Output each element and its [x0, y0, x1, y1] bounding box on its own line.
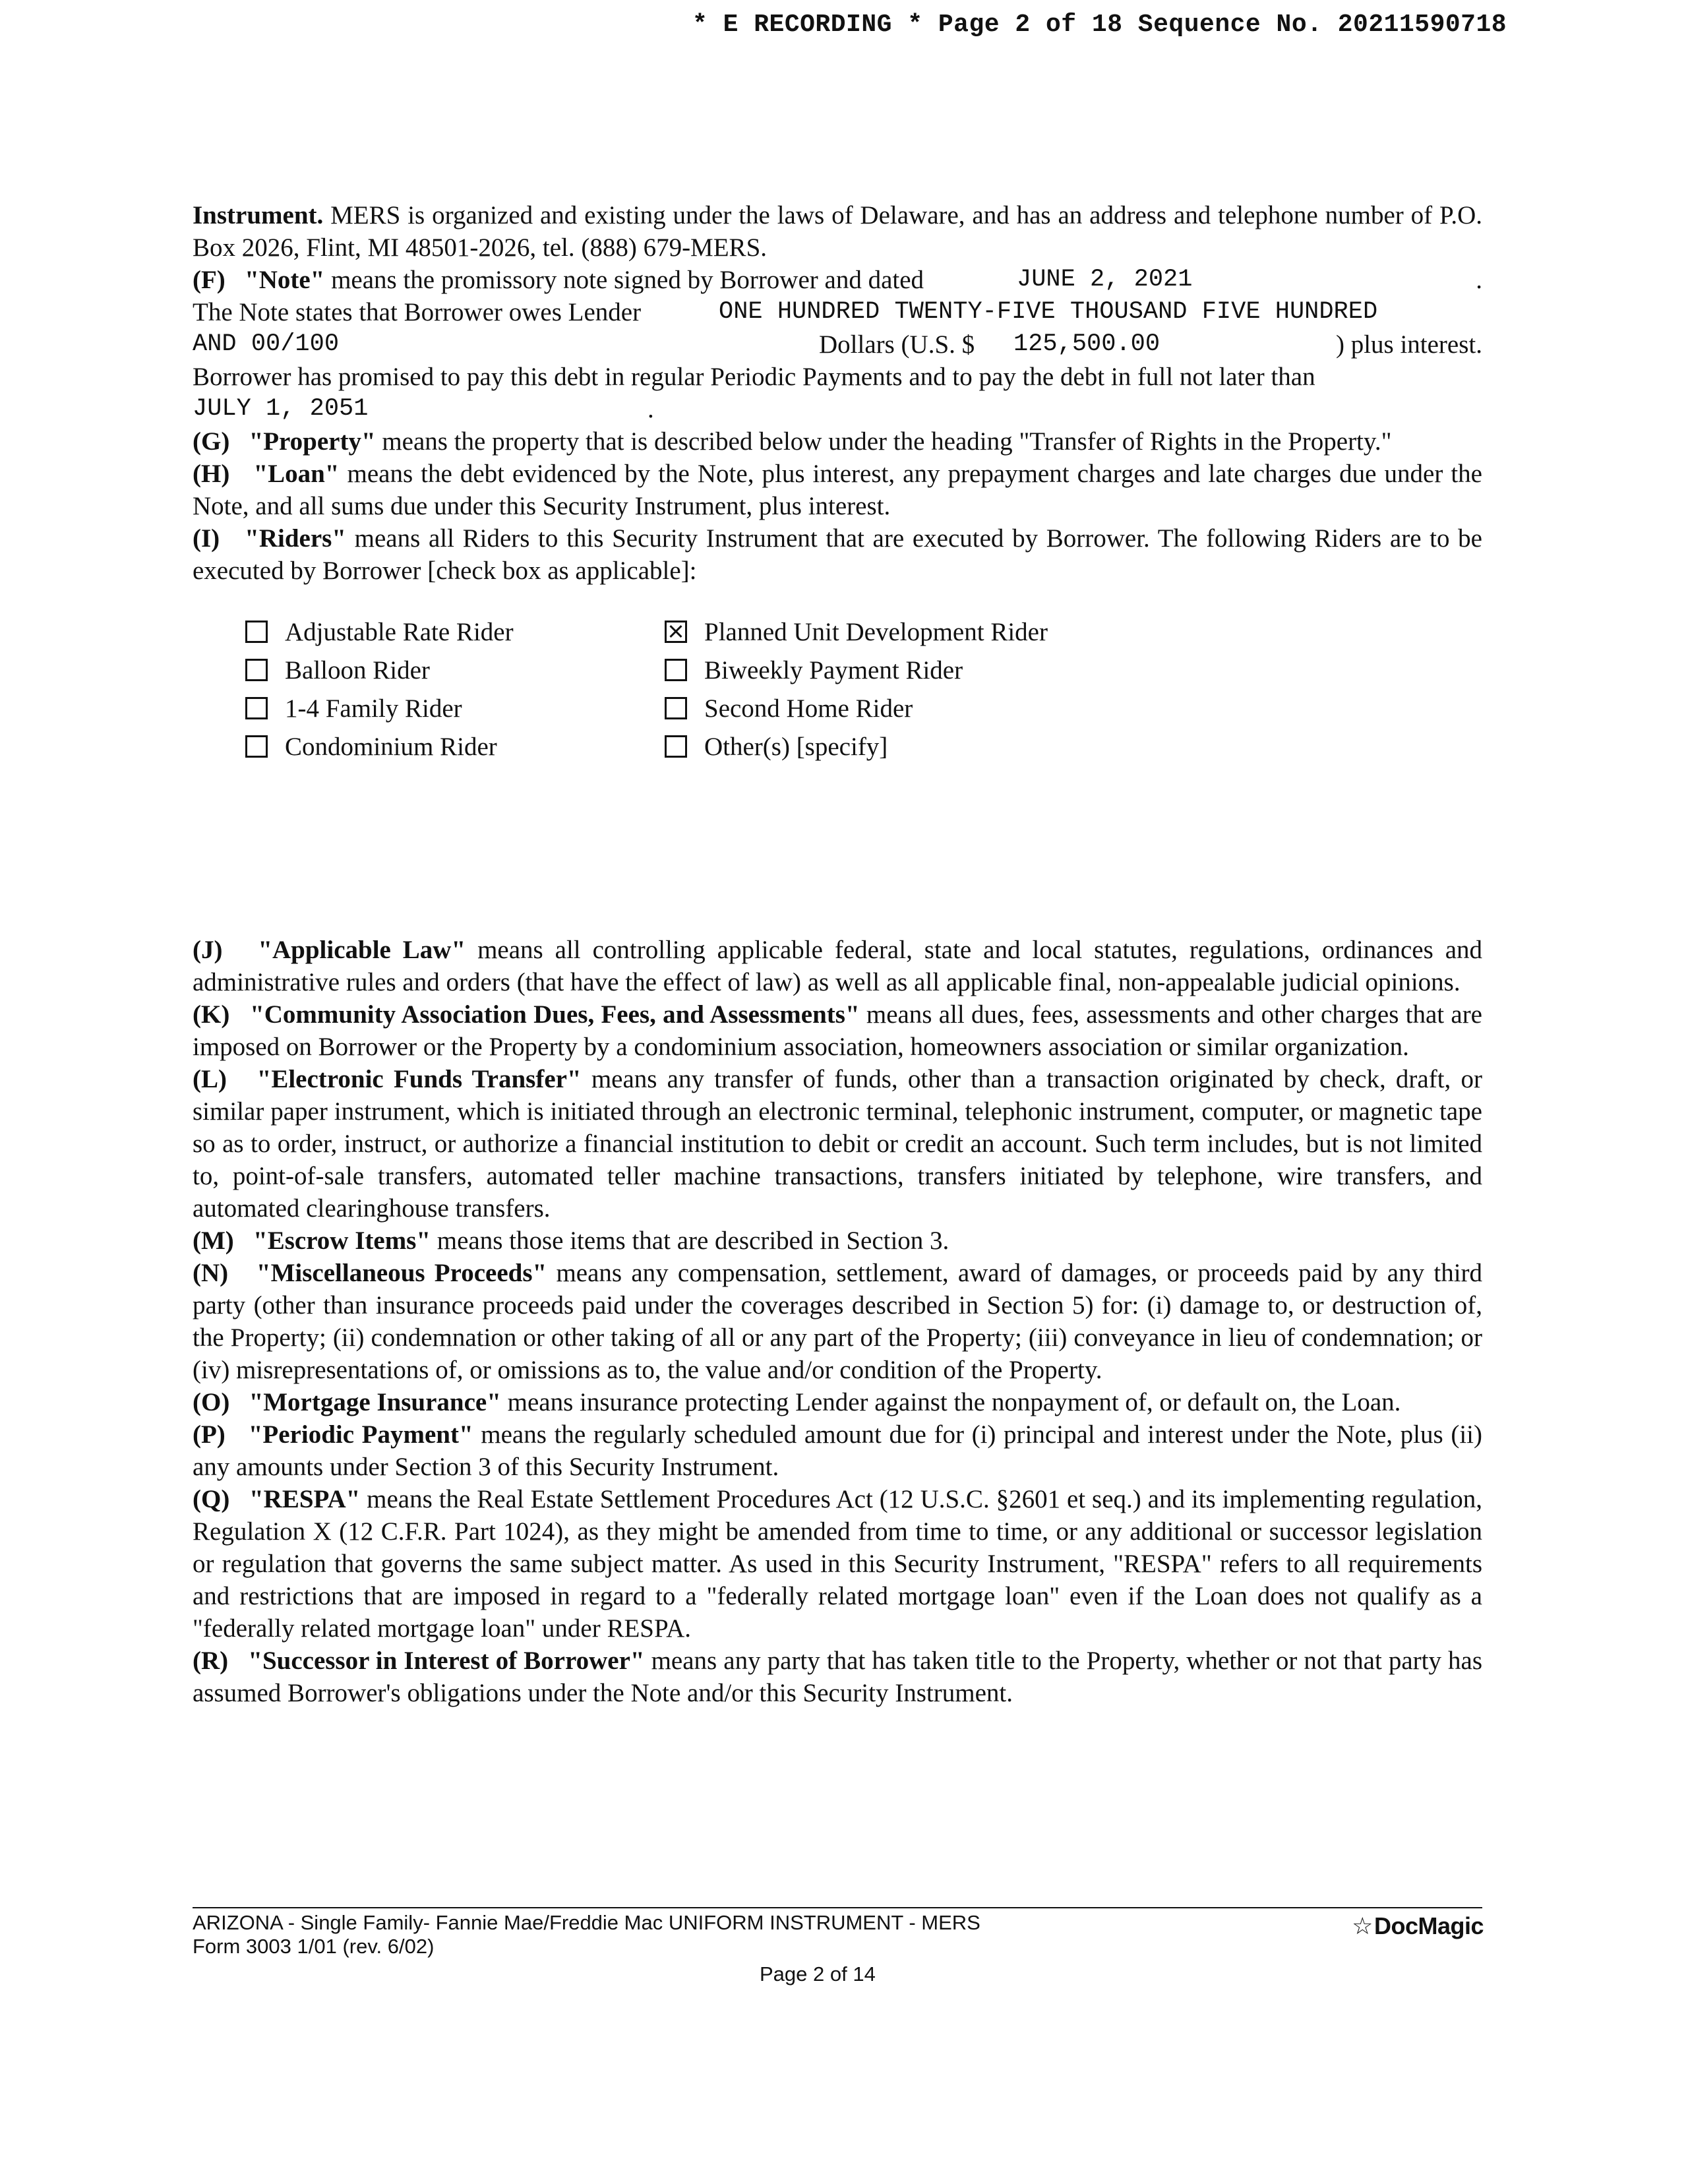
definition-g	[193, 425, 1482, 458]
rider-label: Adjustable Rate Rider	[285, 617, 514, 646]
definition-label: (F)	[193, 266, 226, 294]
star-icon: ☆	[1352, 1912, 1373, 1939]
rider-checkbox[interactable]	[245, 659, 268, 681]
note-amount-words-cont: AND 00/100	[193, 330, 340, 358]
definition-term: "Loan"	[253, 460, 340, 488]
rider-option	[665, 728, 888, 765]
definition-label: (N)	[193, 1259, 229, 1287]
definition-term: "Electronic Funds Transfer"	[256, 1065, 582, 1093]
rider-label: Balloon Rider	[285, 655, 430, 684]
definition-term: "Miscellaneous Proceeds"	[256, 1259, 547, 1287]
definition-term: "Periodic Payment"	[248, 1420, 473, 1449]
definition-label: (O)	[193, 1388, 230, 1416]
definition-label: (K)	[193, 1000, 230, 1029]
rider-option	[245, 728, 497, 765]
rider-option	[245, 613, 514, 650]
definition-label: (J)	[193, 936, 223, 964]
definition-n	[193, 1257, 1482, 1386]
definitions-bottom	[193, 934, 1482, 1709]
definitions-top	[193, 425, 1482, 587]
definition-term: "Mortgage Insurance"	[249, 1388, 501, 1416]
definition-note: (F) "Note" means the promissory note signed by Borrower and dated JUNE 2, 2021 . The Note states that Borrower owes Lender ONE HUNDRED TWENTY-FIVE THOUSAND FIVE HUNDRED AND 00/100 Dollars (U.S. $ 125,500.00 ) plus interest. Borrower has promised to pay this debt in regular Periodic Payments and to pay the debt in full not later than JULY 1, 2051 .	[193, 264, 1482, 425]
page-number: Page 2 of 14	[760, 1962, 876, 1986]
definition-term: "Successor in Interest of Borrower"	[248, 1647, 645, 1675]
definition-h	[193, 458, 1482, 522]
rider-checkbox-checked[interactable]	[665, 621, 687, 643]
definition-text: Borrower has promised to pay this debt in regular Periodic Payments and to pay the debt in full not later than	[193, 363, 1315, 391]
note-amount: 125,500.00	[1013, 330, 1160, 358]
document-body	[193, 199, 1482, 1709]
definition-m	[193, 1225, 1482, 1257]
rider-option	[245, 690, 462, 727]
definition-term: "Community Association Dues, Fees, and Assessments"	[250, 1000, 860, 1029]
definition-term: "Escrow Items"	[253, 1227, 431, 1255]
definition-term: "Property"	[249, 427, 376, 456]
definition-text: means all controlling applicable federal, state and local statutes, regulations, ordinances and administrative rules and orders (that have the effect of law) as well as all applicable final, non-appealable judicial opinions.	[193, 936, 1483, 996]
definition-label: (I)	[193, 524, 220, 553]
rider-label: Planned Unit Development Rider	[704, 617, 1048, 646]
intro-paragraph	[193, 199, 1482, 264]
brand-name: DocMagic	[1373, 1912, 1484, 1939]
definition-text: means any compensation, settlement, award of damages, or proceeds paid by any third party (other than insurance proceeds paid under the coverages described in Section 5) for: (i) damage to, or destruction of, the Property; (ii) condemnation or other taking of all or any part of the Property; (iii) conveyance in lieu of condemnation; or (iv) misrepresentations of, or omissions as to, the value and/or condition of the Property.	[193, 1259, 1483, 1384]
rider-checkbox[interactable]	[665, 735, 687, 758]
definition-label: (R)	[193, 1647, 229, 1675]
definition-p	[193, 1418, 1482, 1483]
definition-text: means the debt evidenced by the Note, plus interest, any prepayment charges and late charges due under the Note, and all sums due under this Security Instrument, plus interest.	[193, 460, 1482, 520]
note-date: JUNE 2, 2021	[1017, 266, 1193, 293]
definition-text: The Note states that Borrower owes Lender	[193, 298, 642, 326]
definition-term: "Note"	[245, 266, 325, 294]
form-number: Form 3003 1/01 (rev. 6/02)	[193, 1935, 435, 1958]
definition-text: means insurance protecting Lender against the nonpayment of, or default on, the Loan.	[500, 1388, 1401, 1416]
rider-option	[245, 652, 430, 688]
form-footer	[193, 1911, 980, 1958]
definition-label: (G)	[193, 427, 230, 456]
definition-text: means the Real Estate Settlement Procedures Act (12 U.S.C. §2601 et seq.) and its implementing regulation, Regulation X (12 C.F.R. Part 1024), as they might be amended from time to time, or any additional or successor legislation or regulation that governs the same subject matter. As used in this Security Instrument, "RESPA" refers to all requirements and restrictions that are imposed in regard to a "federally related mortgage loan" even if the Loan does not qualify as a "federally related mortgage loan" under RESPA.	[193, 1485, 1482, 1643]
definition-i	[193, 522, 1482, 587]
definition-term: "RESPA"	[249, 1485, 361, 1513]
rider-checkbox[interactable]	[245, 697, 268, 719]
definition-text: means any party that has taken title to the Property, whether or not that party has assumed Borrower's obligations under the Note and/or this Security Instrument.	[193, 1647, 1483, 1707]
riders-checklist	[193, 613, 1482, 778]
definition-label: (P)	[193, 1420, 226, 1449]
rider-checkbox[interactable]	[245, 735, 268, 758]
definition-text: means those items that are described in Section 3.	[431, 1227, 950, 1255]
form-title: ARIZONA - Single Family- Fannie Mae/Freddie Mac UNIFORM INSTRUMENT - MERS	[193, 1911, 980, 1934]
definition-text: means all dues, fees, assessments and other charges that are imposed on Borrower or the Property by a condominium association, homeowners association or similar organization.	[193, 1000, 1482, 1061]
definition-text: means the regularly scheduled amount due for (i) principal and interest under the Note, plus (ii) any amounts under Section 3 of this Security Instrument.	[193, 1420, 1482, 1481]
rider-checkbox[interactable]	[665, 659, 687, 681]
rider-option	[665, 690, 913, 727]
definition-k	[193, 998, 1482, 1063]
definition-text: means the promissory note signed by Borrower and dated	[331, 266, 924, 294]
note-amount-words: ONE HUNDRED TWENTY-FIVE THOUSAND FIVE HUNDRED	[719, 298, 1378, 326]
rider-checkbox[interactable]	[665, 697, 687, 719]
rider-option	[665, 652, 963, 688]
definition-text: means all Riders to this Security Instrument that are executed by Borrower. The following Riders are to be executed by Borrower [check box as applicable]:	[193, 524, 1482, 585]
rider-label: Biweekly Payment Rider	[704, 655, 963, 684]
definition-l	[193, 1063, 1482, 1225]
definition-o	[193, 1386, 1482, 1418]
definition-label: (Q)	[193, 1485, 230, 1513]
definition-q	[193, 1483, 1482, 1645]
note-maturity-date: JULY 1, 2051	[193, 395, 369, 423]
definition-text: means the property that is described below under the heading "Transfer of Rights in the Property."	[375, 427, 1392, 456]
footer-divider	[193, 1907, 1482, 1908]
definition-label: (M)	[193, 1227, 234, 1255]
definition-label: (H)	[193, 460, 230, 488]
rider-label: Second Home Rider	[704, 694, 913, 723]
definition-label: (L)	[193, 1065, 227, 1093]
brand-logo	[1339, 1912, 1484, 1940]
definition-r	[193, 1645, 1482, 1709]
definition-text: means any transfer of funds, other than a transaction originated by check, draft, or similar paper instrument, which is initiated through an electronic terminal, telephonic instrument, computer, or magnetic tape so as to order, instruct, or authorize a financial institution to debit or credit an account. Such term includes, but is not limited to, point-of-sale transfers, automated teller machine transactions, transfers initiated by telephone, wire transfers, and automated clearinghouse transfers.	[193, 1065, 1483, 1223]
rider-label: 1-4 Family Rider	[285, 694, 462, 723]
definition-term: "Riders"	[245, 524, 346, 553]
rider-label: Other(s) [specify]	[704, 732, 888, 761]
definition-j	[193, 934, 1482, 998]
intro-term: Instrument.	[193, 201, 324, 229]
definition-term: "Applicable Law"	[258, 936, 466, 964]
rider-label: Condominium Rider	[285, 732, 497, 761]
intro-text: MERS is organized and existing under the laws of Delaware, and has an address and telephone number of P.O. Box 2026, Flint, MI 48501-2026, tel. (888) 679-MERS.	[193, 201, 1482, 262]
recording-header: * E RECORDING * Page 2 of 18 Sequence No. 20211590718	[692, 11, 1507, 39]
rider-checkbox[interactable]	[245, 621, 268, 643]
rider-option	[665, 613, 1048, 650]
